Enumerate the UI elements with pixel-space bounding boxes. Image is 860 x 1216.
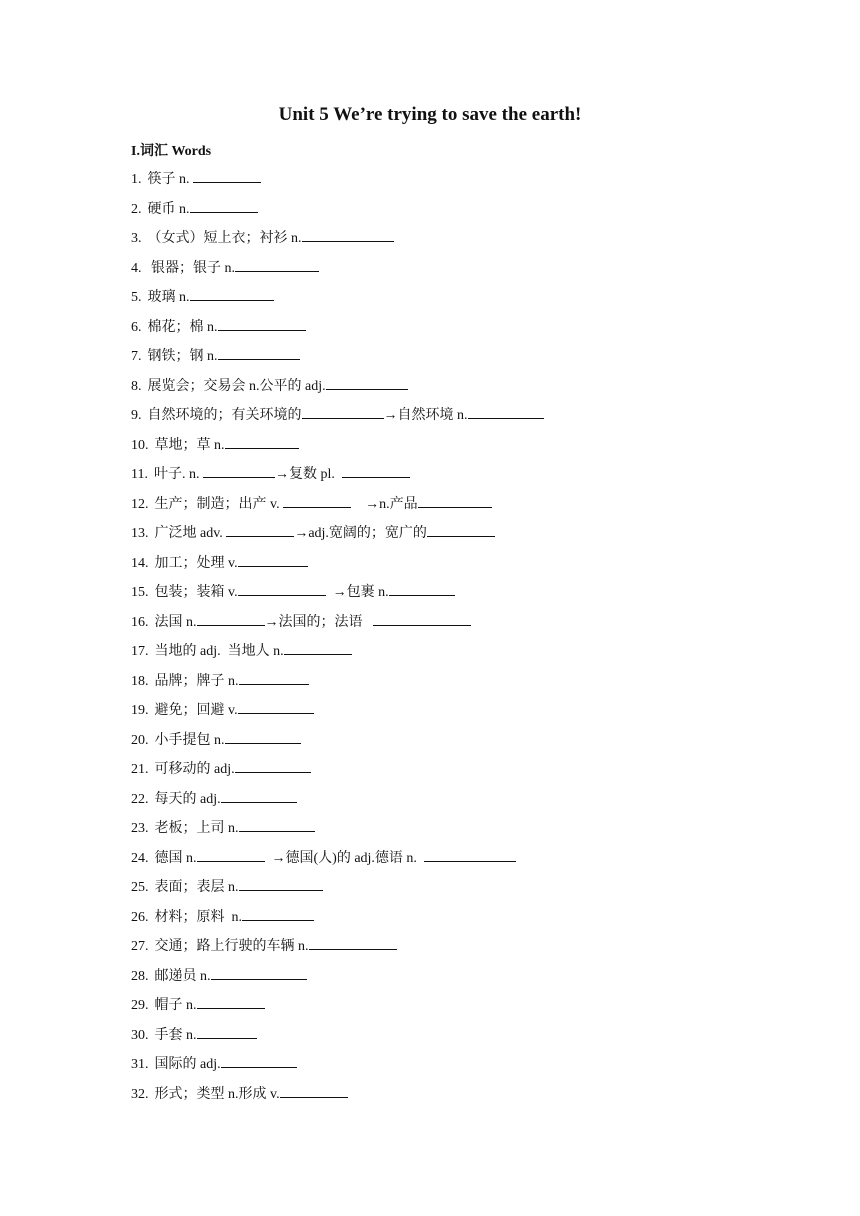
item-text: →n.产品	[351, 496, 418, 512]
item-number: 21.	[131, 762, 149, 777]
item-text: →包裹 n.	[325, 585, 389, 600]
list-item	[131, 699, 544, 729]
answer-blank[interactable]	[468, 404, 544, 419]
item-number: 18.	[131, 673, 149, 689]
item-text: →复数 pl.	[274, 467, 342, 482]
answer-blank[interactable]	[424, 847, 516, 862]
list-item	[131, 788, 544, 818]
item-text: 包装；装箱 v.	[154, 585, 238, 600]
item-text: →德国(人)的 adj.德语 n.	[264, 850, 424, 866]
answer-blank[interactable]	[326, 375, 408, 390]
item-number: 9.	[131, 408, 142, 423]
list-item	[131, 729, 544, 759]
answer-blank[interactable]	[190, 286, 274, 301]
answer-blank[interactable]	[221, 788, 297, 803]
item-text: 当地的 adj. 当地人 n.	[154, 644, 284, 659]
vocab-list	[131, 168, 544, 1112]
list-item	[131, 611, 544, 641]
answer-blank[interactable]	[418, 493, 492, 508]
item-text: 帽子 n.	[154, 998, 197, 1013]
list-item	[131, 522, 544, 552]
answer-blank[interactable]	[225, 729, 301, 744]
item-number: 31.	[131, 1057, 149, 1072]
list-item	[131, 345, 544, 375]
answer-blank[interactable]	[302, 404, 384, 419]
item-number: 5.	[131, 290, 142, 305]
item-text: 材料；原料 n.	[154, 909, 242, 925]
item-text: 银器；银子 n.	[147, 260, 235, 276]
item-text: 展览会；交易会 n.公平的 adj.	[147, 378, 326, 394]
list-item	[131, 493, 544, 523]
item-text: 硬币 n.	[147, 201, 190, 217]
answer-blank[interactable]	[197, 611, 265, 626]
item-number: 22.	[131, 791, 149, 807]
item-number: 28.	[131, 968, 149, 984]
item-text: 筷子 n.	[147, 172, 193, 187]
answer-blank[interactable]	[238, 581, 326, 596]
list-item	[131, 257, 544, 287]
item-number: 1.	[131, 172, 142, 187]
item-number: 20.	[131, 732, 149, 748]
answer-blank[interactable]	[226, 522, 294, 537]
list-item	[131, 286, 544, 316]
item-text: 避免；回避 v.	[154, 703, 238, 718]
item-number: 6.	[131, 319, 142, 335]
item-text: 可移动的 adj.	[154, 762, 235, 777]
item-text: →adj.宽阔的；宽广的	[294, 526, 427, 541]
item-text: 广泛地 adv.	[154, 526, 227, 541]
item-number: 23.	[131, 821, 149, 836]
list-item	[131, 434, 544, 464]
item-number: 7.	[131, 349, 142, 364]
item-text: 每天的 adj.	[154, 791, 221, 807]
item-text: 叶子. n.	[153, 467, 203, 482]
answer-blank[interactable]	[218, 316, 306, 331]
item-number: 14.	[131, 555, 149, 571]
list-item	[131, 876, 544, 906]
list-item	[131, 552, 544, 582]
item-number: 16.	[131, 614, 149, 630]
item-text: 玻璃 n.	[147, 290, 190, 305]
answer-blank[interactable]	[302, 227, 394, 242]
item-text: 形式；类型 n.形成 v.	[154, 1086, 280, 1102]
item-text: 手套 n.	[154, 1027, 197, 1043]
item-text: 钢铁；钢 n.	[147, 349, 218, 364]
list-item	[131, 1083, 544, 1113]
list-item	[131, 1053, 544, 1083]
answer-blank[interactable]	[225, 434, 299, 449]
item-text: 法国 n.	[154, 614, 197, 630]
item-text: 表面；表层 n.	[154, 880, 239, 895]
item-text: →自然环境 n.	[383, 408, 468, 423]
item-number: 29.	[131, 998, 149, 1013]
item-number: 32.	[131, 1086, 149, 1102]
answer-blank[interactable]	[197, 1024, 257, 1039]
list-item	[131, 1024, 544, 1054]
answer-blank[interactable]	[238, 699, 314, 714]
list-item	[131, 640, 544, 670]
answer-blank[interactable]	[211, 965, 307, 980]
list-item	[131, 935, 544, 965]
list-item	[131, 670, 544, 700]
answer-blank[interactable]	[284, 640, 352, 655]
item-text: 邮递员 n.	[154, 968, 211, 984]
section-heading: I.词汇 Words	[131, 144, 212, 159]
item-number: 2.	[131, 201, 142, 217]
page-title: Unit 5 We’re trying to save the earth!	[278, 104, 582, 125]
item-text: 自然环境的；有关环境的	[147, 408, 302, 423]
item-text: →法国的；法语	[264, 614, 373, 630]
answer-blank[interactable]	[427, 522, 495, 537]
item-number: 12.	[131, 496, 149, 512]
answer-blank[interactable]	[203, 463, 275, 478]
list-item	[131, 581, 544, 611]
answer-blank[interactable]	[309, 935, 397, 950]
answer-blank[interactable]	[239, 876, 323, 891]
item-number: 11.	[131, 467, 148, 482]
item-number: 25.	[131, 880, 149, 895]
answer-blank[interactable]	[218, 345, 300, 360]
item-number: 30.	[131, 1027, 149, 1043]
answer-blank[interactable]	[239, 670, 309, 685]
item-text: 草地；草 n.	[154, 437, 225, 453]
item-number: 24.	[131, 850, 149, 866]
list-item	[131, 316, 544, 346]
item-number: 3.	[131, 231, 142, 246]
item-text: 国际的 adj.	[154, 1057, 221, 1072]
answer-blank[interactable]	[221, 1053, 297, 1068]
item-text: 小手提包 n.	[154, 732, 225, 748]
item-text: 品牌；牌子 n.	[154, 673, 239, 689]
list-item	[131, 847, 544, 877]
item-number: 17.	[131, 644, 149, 659]
list-item	[131, 965, 544, 995]
item-number: 4.	[131, 260, 142, 276]
list-item	[131, 227, 544, 257]
answer-blank[interactable]	[197, 847, 265, 862]
item-text: 生产；制造；出产 v.	[154, 496, 284, 512]
item-number: 15.	[131, 585, 149, 600]
list-item	[131, 817, 544, 847]
answer-blank[interactable]	[389, 581, 455, 596]
answer-blank[interactable]	[280, 1083, 348, 1098]
item-text: （女式）短上衣；衬衫 n.	[147, 231, 302, 246]
item-text: 老板；上司 n.	[154, 821, 239, 836]
list-item	[131, 758, 544, 788]
item-number: 13.	[131, 526, 149, 541]
answer-blank[interactable]	[235, 758, 311, 773]
list-item	[131, 906, 544, 936]
answer-blank[interactable]	[193, 168, 261, 183]
item-text: 棉花；棉 n.	[147, 319, 218, 335]
list-item	[131, 463, 544, 493]
list-item	[131, 375, 544, 405]
answer-blank[interactable]	[197, 994, 265, 1009]
item-text: 交通；路上行驶的车辆 n.	[154, 939, 309, 954]
item-number: 19.	[131, 703, 149, 718]
item-number: 8.	[131, 378, 142, 394]
item-text: 加工；处理 v.	[154, 555, 238, 571]
item-text: 德国 n.	[154, 850, 197, 866]
answer-blank[interactable]	[283, 493, 351, 508]
answer-blank[interactable]	[190, 198, 258, 213]
answer-blank[interactable]	[239, 817, 315, 832]
answer-blank[interactable]	[342, 463, 410, 478]
answer-blank[interactable]	[235, 257, 319, 272]
list-item	[131, 168, 544, 198]
answer-blank[interactable]	[238, 552, 308, 567]
item-number: 27.	[131, 939, 149, 954]
answer-blank[interactable]	[373, 611, 471, 626]
item-number: 26.	[131, 909, 149, 925]
item-number: 10.	[131, 437, 149, 453]
list-item	[131, 994, 544, 1024]
answer-blank[interactable]	[242, 906, 314, 921]
list-item	[131, 198, 544, 228]
list-item	[131, 404, 544, 434]
